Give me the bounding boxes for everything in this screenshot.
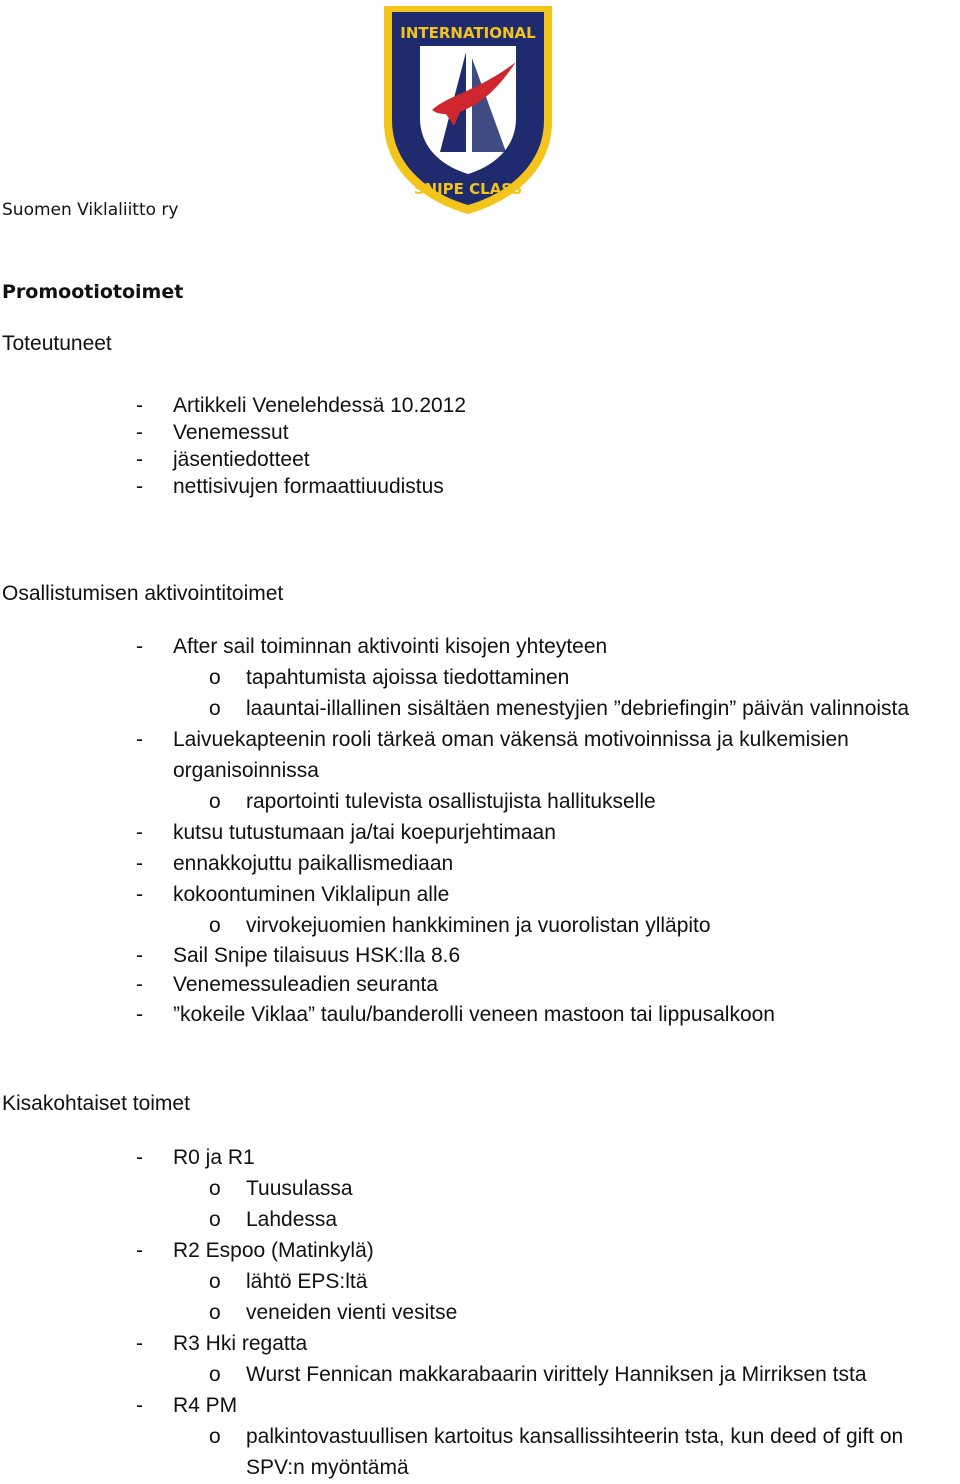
bullet-marker: o	[209, 790, 221, 813]
bullet-marker: o	[209, 697, 221, 720]
list-item	[0, 941, 960, 970]
dash-marker: -	[136, 883, 143, 906]
bullet-marker: o	[209, 1301, 221, 1324]
list-item-text: kutsu tutustumaan ja/tai koepurjehtimaan	[173, 821, 556, 844]
list-item-text: Artikkeli Venelehdessä 10.2012	[173, 394, 467, 417]
bullet-marker: o	[209, 1270, 221, 1293]
international-snipe-class-logo	[380, 2, 556, 216]
sub-list-item-text: palkintovastuullisen kartoitus kansallissihteerin tsta, kun deed of gift on	[246, 1425, 904, 1448]
list-item	[0, 1390, 960, 1421]
section-heading-toteutuneet: Toteutuneet	[2, 332, 112, 355]
sub-list-item	[0, 1359, 960, 1390]
logo-bottom-text: SNIPE CLASS	[413, 180, 523, 198]
list-item-text: nettisivujen formaattiuudistus	[173, 475, 444, 498]
sub-list-item	[0, 1173, 960, 1204]
list-item-text: organisoinnissa	[173, 759, 319, 782]
dash-marker: -	[136, 821, 143, 844]
sub-list-item-text: Tuusulassa	[246, 1177, 353, 1200]
dash-marker: -	[136, 1003, 143, 1026]
dash-marker: -	[136, 1332, 143, 1355]
list-item-text: R0 ja R1	[173, 1146, 255, 1169]
list-item-text: Venemessut	[173, 421, 289, 444]
sub-list-item-continuation	[0, 1452, 960, 1483]
dash-marker: -	[136, 944, 143, 967]
list-item	[0, 446, 960, 473]
list-item	[0, 631, 960, 662]
sub-list-item-text: laauntai-illallinen sisältäen menestyjien ”debriefingin” päivän valinnoista	[246, 697, 910, 720]
sub-list-item	[0, 1297, 960, 1328]
list-item-text: R4 PM	[173, 1394, 238, 1417]
list-item	[0, 970, 960, 999]
list-item-text: Venemessuleadien seuranta	[173, 973, 439, 996]
sub-list-item	[0, 693, 960, 724]
bullet-marker: o	[209, 1177, 221, 1200]
section-heading-kisakohtaiset: Kisakohtaiset toimet	[2, 1092, 190, 1115]
list-item	[0, 1328, 960, 1359]
sub-list-item-text: virvokejuomien hankkiminen ja vuorolistan ylläpito	[246, 914, 711, 937]
sub-list-item	[0, 662, 960, 693]
sub-list-item-text: SPV:n myöntämä	[246, 1456, 409, 1479]
list-item	[0, 1235, 960, 1266]
dash-marker: -	[136, 1146, 143, 1169]
list-item	[0, 392, 960, 419]
list-item	[0, 724, 960, 755]
list-item-text: R3 Hki regatta	[173, 1332, 308, 1355]
dash-marker: -	[136, 852, 143, 875]
list-item-text: Laivuekapteenin rooli tärkeä oman väkensä motivoinnissa ja kulkemisien	[173, 728, 849, 751]
bullet-marker: o	[209, 1425, 221, 1448]
kisakohtaiset-list	[0, 1142, 960, 1483]
page-title: Promootiotoimet	[2, 281, 184, 303]
sub-list-item	[0, 1204, 960, 1235]
list-item-text: After sail toiminnan aktivointi kisojen yhteyteen	[173, 635, 608, 658]
bullet-marker: o	[209, 1363, 221, 1386]
list-item	[0, 999, 960, 1030]
list-item	[0, 473, 960, 500]
logo-top-text: INTERNATIONAL	[400, 24, 536, 42]
sub-list-item	[0, 910, 960, 941]
dash-marker: -	[136, 635, 143, 658]
list-item-text: R2 Espoo (Matinkylä)	[173, 1239, 374, 1262]
toteutuneet-list	[0, 392, 960, 500]
dash-marker: -	[136, 973, 143, 996]
sub-list-item	[0, 1266, 960, 1297]
list-item-text: ennakkojuttu paikallismediaan	[173, 852, 454, 875]
sub-list-item-text: tapahtumista ajoissa tiedottaminen	[246, 666, 570, 689]
dash-marker: -	[136, 1394, 143, 1417]
list-item-continuation	[0, 755, 960, 786]
organization-name: Suomen Viklaliitto ry	[2, 200, 179, 220]
sub-list-item	[0, 1421, 960, 1452]
dash-marker: -	[136, 421, 143, 444]
sub-list-item	[0, 786, 960, 817]
dash-marker: -	[136, 1239, 143, 1262]
dash-marker: -	[136, 475, 143, 498]
list-item	[0, 419, 960, 446]
list-item	[0, 848, 960, 879]
list-item	[0, 879, 960, 910]
list-item-text: ”kokeile Viklaa” taulu/banderolli veneen mastoon tai lippusalkoon	[173, 1003, 775, 1026]
section-heading-osallistumisen: Osallistumisen aktivointitoimet	[2, 582, 284, 605]
list-item-text: Sail Snipe tilaisuus HSK:lla 8.6	[173, 944, 461, 967]
sub-list-item-text: veneiden vienti vesitse	[246, 1301, 458, 1324]
list-item-text: jäsentiedotteet	[173, 448, 310, 471]
sub-list-item-text: lähtö EPS:ltä	[246, 1270, 368, 1293]
list-item	[0, 817, 960, 848]
bullet-marker: o	[209, 1208, 221, 1231]
list-item	[0, 1142, 960, 1173]
sub-list-item-text: Wurst Fennican makkarabaarin virittely Hanniksen ja Mirriksen tsta	[246, 1363, 867, 1386]
bullet-marker: o	[209, 666, 221, 689]
sub-list-item-text: raportointi tulevista osallistujista hallitukselle	[246, 790, 656, 813]
dash-marker: -	[136, 394, 143, 417]
sub-list-item-text: Lahdessa	[246, 1208, 338, 1231]
osallistumisen-list	[0, 631, 960, 1030]
bullet-marker: o	[209, 914, 221, 937]
dash-marker: -	[136, 448, 143, 471]
dash-marker: -	[136, 728, 143, 751]
list-item-text: kokoontuminen Viklalipun alle	[173, 883, 450, 906]
